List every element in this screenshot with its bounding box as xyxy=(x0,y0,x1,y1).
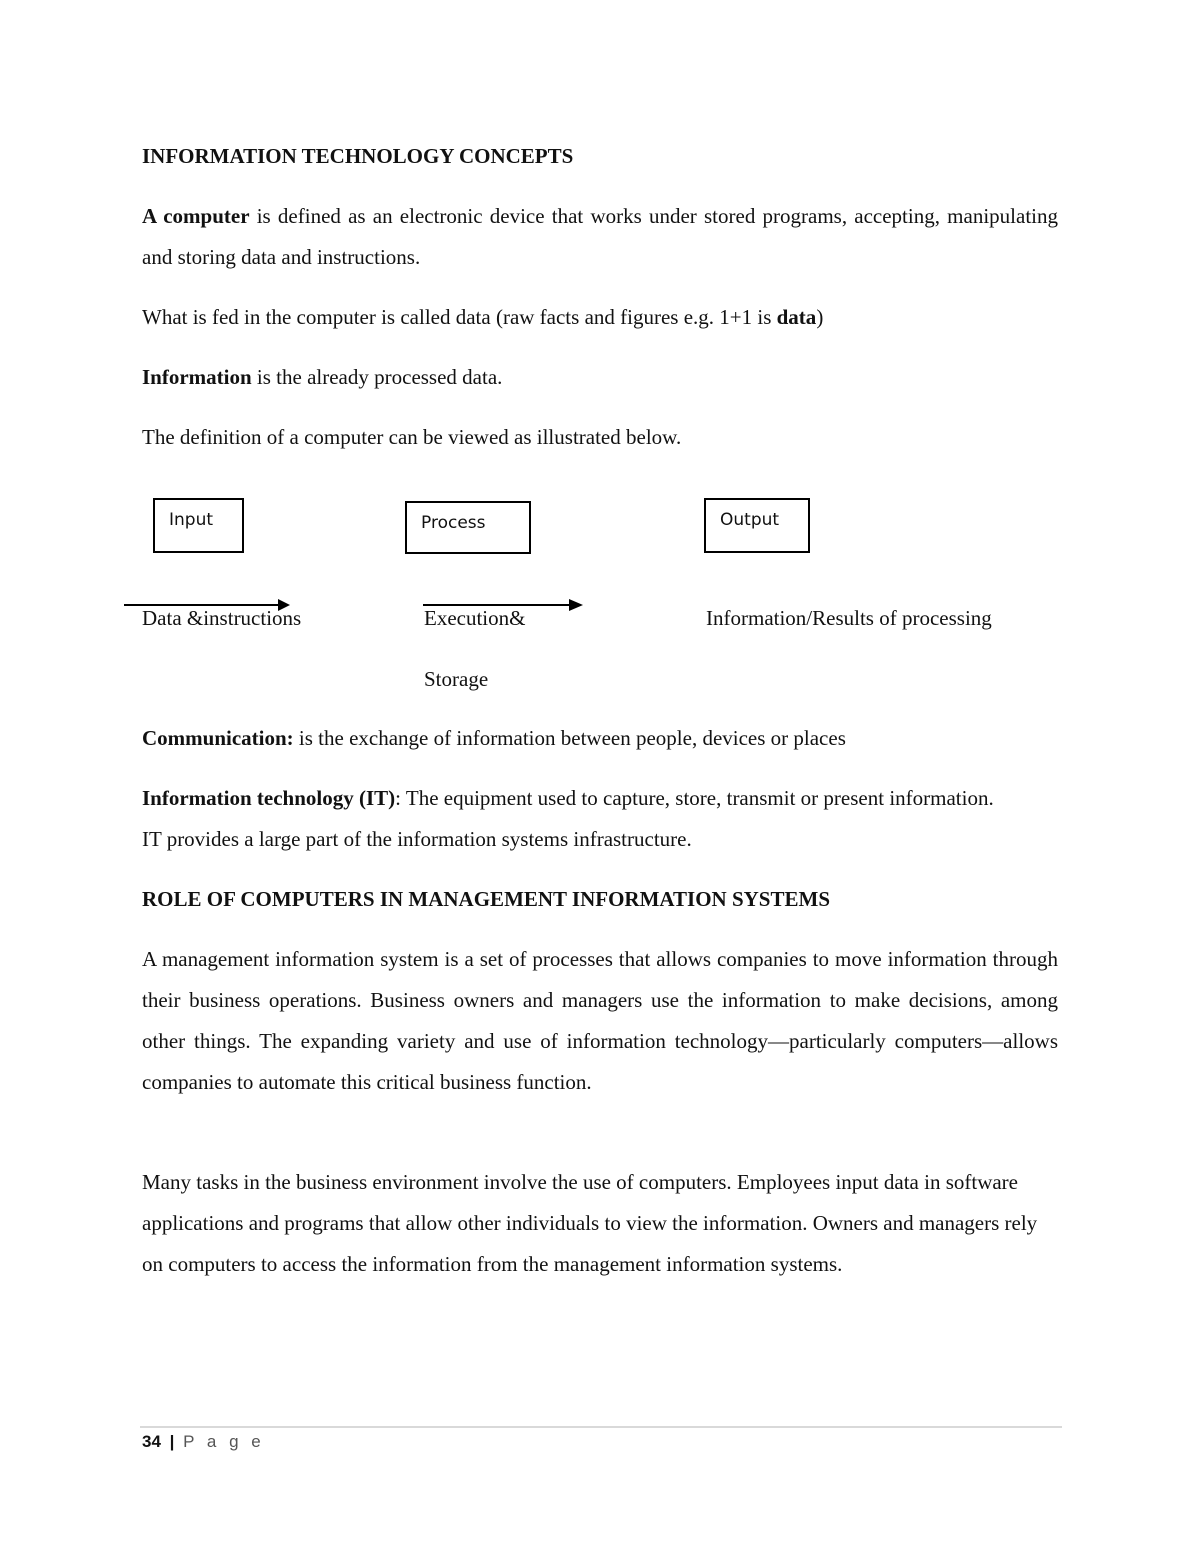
process-label-line1: Execution& xyxy=(424,606,526,630)
heading-role-of-computers: ROLE OF COMPUTERS IN MANAGEMENT INFORMATION SYSTEMS xyxy=(142,887,830,911)
paragraph-computer-definition xyxy=(142,196,1058,278)
communication-definition-text: is the exchange of information between people, devices or places xyxy=(293,726,846,750)
output-label: Information/Results of processing xyxy=(706,606,992,630)
process-label-line2: Storage xyxy=(424,667,489,691)
information-definition-text: is the already processed data. xyxy=(251,365,503,389)
input-label: Data &instructions xyxy=(142,606,302,630)
computer-definition-text: is defined as an electronic device that works under stored programs, accepting, manipulating and storing data and instructions. xyxy=(142,204,1058,269)
output-box: Output xyxy=(704,498,810,553)
paragraph-information xyxy=(142,357,1058,398)
footer-divider xyxy=(140,1426,1062,1428)
paragraph-tasks: Many tasks in the business environment involve the use of computers. Employees input data in software applications and programs that allow other individuals to view the information. Owners and managers rely on computers to access the information from the management information systems. xyxy=(142,1170,1038,1276)
data-text: What is fed in the computer is called data (raw facts and figures e.g. 1+1 is xyxy=(142,305,777,329)
term-information: Information xyxy=(142,365,252,389)
paragraph-data xyxy=(142,297,1058,338)
data-text-end: ) xyxy=(816,305,824,329)
footer-separator: | xyxy=(169,1432,175,1451)
paragraph-definition-intro: The definition of a computer can be viewed as illustrated below. xyxy=(142,425,682,449)
page-word: P a g e xyxy=(183,1432,265,1451)
term-computer: A computer xyxy=(142,204,250,228)
term-information-technology: Information technology (IT) xyxy=(142,786,396,810)
heading-it-concepts: INFORMATION TECHNOLOGY CONCEPTS xyxy=(142,144,574,168)
paragraph-information-technology xyxy=(142,778,1002,860)
it-definition-text: : The equipment used to capture, store, transmit or present information. IT provides a large part of the information systems infrastructure. xyxy=(142,786,994,851)
page-footer xyxy=(142,1432,265,1452)
paragraph-communication xyxy=(142,718,1058,759)
input-box: Input xyxy=(153,498,244,553)
page-number: 34 xyxy=(142,1432,161,1451)
process-box: Process xyxy=(405,501,531,554)
term-communication: Communication: xyxy=(142,726,294,750)
term-data: data xyxy=(776,305,817,329)
paragraph-mis: A management information system is a set of processes that allows companies to move information through their business operations. Business owners and managers use the information to make decisions, among other things. The expanding variety and use of information technology—particularly computers—allows companies to automate this critical business function. xyxy=(142,947,1058,1094)
